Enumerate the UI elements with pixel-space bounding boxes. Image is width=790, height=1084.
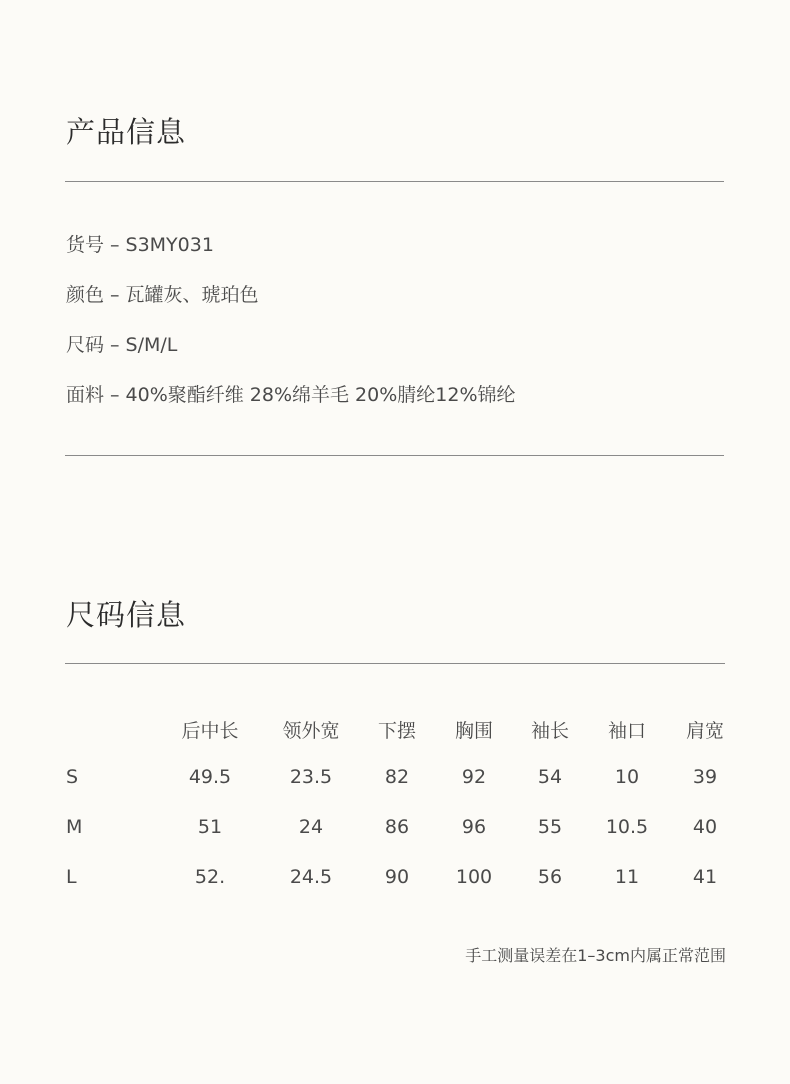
measurement-note: 手工测量误差在1–3cm内属正常范围 (465, 946, 726, 965)
size-cell: 55 (537, 816, 563, 838)
size-cell: 39 (692, 766, 718, 788)
info-value: 瓦罐灰、琥珀色 (125, 284, 259, 306)
size-header-shoulder: 肩宽 (685, 720, 725, 742)
size-header-back-length: 后中长 (181, 720, 239, 742)
size-cell: 49.5 (188, 766, 232, 788)
info-separator: – (110, 334, 120, 356)
size-cell: 10.5 (605, 816, 649, 838)
size-cell: 41 (692, 866, 718, 888)
info-item-color (66, 280, 259, 307)
info-label: 尺码 (66, 334, 105, 356)
size-row-label: S (66, 766, 79, 788)
info-separator: – (110, 384, 120, 406)
info-label: 面料 (66, 384, 105, 406)
product-info-divider-bottom (65, 455, 724, 456)
size-row-label: M (66, 816, 83, 838)
size-header-chest: 胸围 (454, 720, 494, 742)
info-separator: – (110, 234, 120, 256)
info-value: S3MY031 (125, 234, 214, 256)
info-item-sku (66, 230, 214, 257)
info-item-size (66, 330, 177, 357)
size-cell: 52. (194, 866, 226, 888)
size-header-sleeve-length: 袖长 (530, 720, 570, 742)
size-cell: 24 (298, 816, 324, 838)
size-cell: 100 (455, 866, 493, 888)
size-row-label: L (66, 866, 77, 888)
size-cell: 23.5 (289, 766, 333, 788)
product-info-title: 产品信息 (66, 115, 187, 149)
size-cell: 92 (461, 766, 487, 788)
info-value: S/M/L (125, 334, 178, 356)
size-cell: 51 (197, 816, 223, 838)
size-cell: 90 (384, 866, 410, 888)
size-cell: 96 (461, 816, 487, 838)
size-info-divider (65, 663, 725, 664)
size-cell: 24.5 (289, 866, 333, 888)
size-cell: 56 (537, 866, 563, 888)
info-separator: – (110, 284, 120, 306)
size-info-title: 尺码信息 (66, 598, 187, 632)
size-header-hem: 下摆 (377, 720, 417, 742)
size-cell: 11 (614, 866, 640, 888)
size-cell: 82 (384, 766, 410, 788)
size-cell: 86 (384, 816, 410, 838)
product-info-divider-top (65, 181, 724, 182)
size-cell: 10 (614, 766, 640, 788)
size-cell: 54 (537, 766, 563, 788)
size-header-cuff: 袖口 (607, 720, 647, 742)
info-value: 40%聚酯纤维 28%绵羊毛 20%腈纶12%锦纶 (125, 384, 516, 406)
size-cell: 40 (692, 816, 718, 838)
size-header-collar-width: 领外宽 (282, 720, 340, 742)
info-label: 颜色 (66, 284, 105, 306)
info-item-fabric (66, 380, 516, 407)
info-label: 货号 (66, 234, 105, 256)
